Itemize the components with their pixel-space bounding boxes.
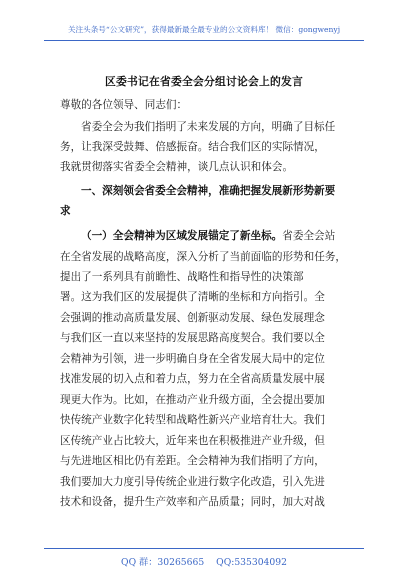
- salutation: 尊敬的各位领导、同志们：: [60, 99, 188, 111]
- paragraph-line: 区传统产业占比较大，近年来也在积极推进产业升级，但: [60, 435, 325, 447]
- paragraph-line: 现更大作为。比如，在推动产业升级方面，全会提出要加: [60, 394, 325, 406]
- paragraph-line: 快传统产业数字化转型和战略性新兴产业培育壮大。我们: [60, 414, 325, 426]
- footer-qq: QQ:535304092: [216, 557, 287, 568]
- paragraph-line: 找准发展的切入点和着力点，努力在全省高质量发展中展: [60, 373, 325, 385]
- paragraph-text: 省委全会站: [282, 230, 336, 242]
- footer-qq-group: QQ 群：30265665: [121, 557, 205, 568]
- header-banner: 关注头条号“公文研究”，获得最新最全最专业的公文资料库！ 微信：gongwenyj: [67, 25, 341, 34]
- paragraph-line: 与我们区一直以来坚持的发展思路高度契合。我们要以全: [60, 332, 325, 344]
- subsection-heading: （一）全会精神为区域发展锚定了新坐标。: [81, 230, 283, 242]
- section-heading: 一、深刻领会省委全会精神，准确把握发展新形势新要: [81, 185, 336, 197]
- paragraph-line: 署。这为我们区的发展提供了清晰的坐标和方向指引。全: [60, 291, 325, 303]
- footer-contact: [0, 554, 408, 568]
- paragraph-line: 省委全会为我们指明了未来发展的方向，明确了目标任: [81, 121, 336, 133]
- paragraph-line: 与先进地区相比仍有差距。全会精神为我们指明了方向，: [60, 455, 325, 467]
- paragraph-line: 会精神为引领，进一步明确自身在全省发展大局中的定位: [60, 353, 325, 365]
- paragraph-line: 务，让我深受鼓舞、倍感振奋。结合我们区的实际情况，: [60, 141, 325, 153]
- paragraph-line: 我就贯彻落实省委全会精神，谈几点认识和体会。: [60, 161, 294, 173]
- paragraph-line: 会强调的推动高质量发展、创新驱动发展、绿色发展理念: [60, 312, 325, 324]
- paragraph-line: 技术和设备，提升生产效率和产品质量；同时，加大对战: [60, 496, 325, 508]
- header-divider: [44, 40, 364, 41]
- paragraph-line: 提出了一系列具有前瞻性、战略性和指导性的决策部: [60, 271, 304, 283]
- paragraph-line: 在全省发展的战略高度，深入分析了当前面临的形势和任务，: [60, 251, 347, 263]
- paragraph-line: 我们要加大力度引导传统企业进行数字化改造，引入先进: [60, 476, 325, 488]
- subsection-line: [81, 229, 335, 243]
- footer-divider: [44, 548, 364, 549]
- section-heading: 求: [60, 205, 71, 217]
- document-title: 区委书记在省委全会分组讨论会上的发言: [105, 75, 303, 88]
